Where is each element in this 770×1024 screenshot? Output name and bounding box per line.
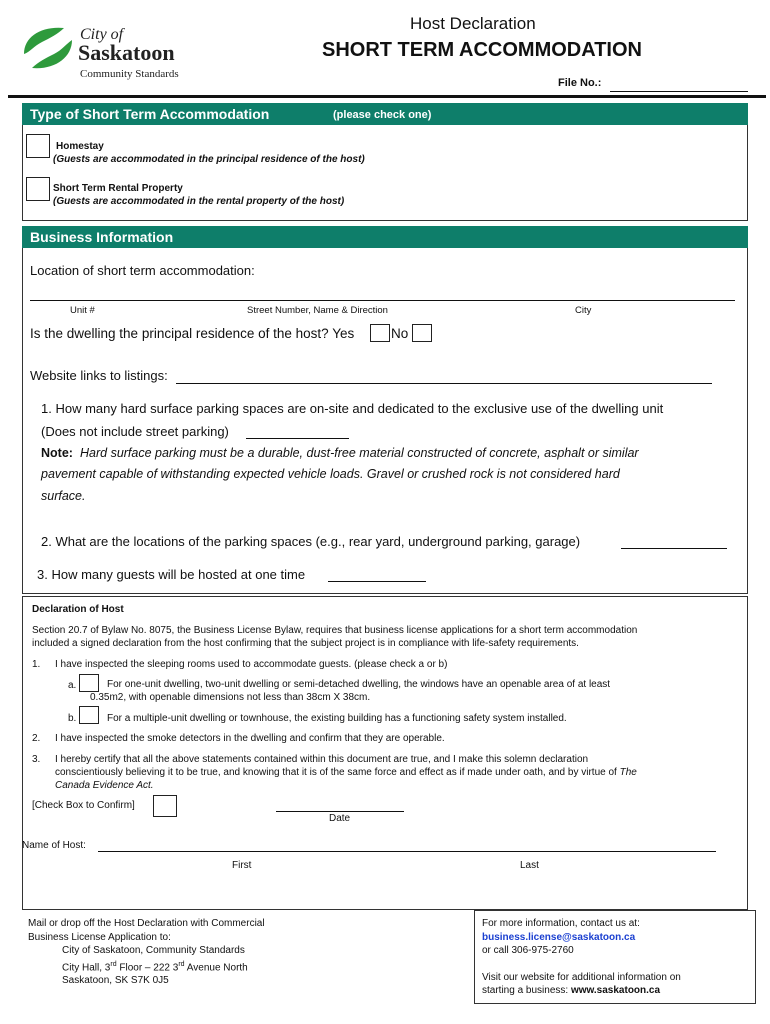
logo-line1: City of — [80, 26, 124, 43]
item3-line2-text: conscientiously believing it to be true, and knowing that it is of the same force and effect as if made under oath, and by virtue of — [55, 767, 617, 778]
item-b-label: b. — [68, 713, 77, 724]
declaration-intro-line1: Section 20.7 of Bylaw No. 8075, the Business License Bylaw, requires that business license applications for a short term accommodation — [32, 625, 638, 636]
option-a-checkbox[interactable] — [79, 674, 99, 692]
contact-email-link[interactable]: business.license@saskatoon.ca — [482, 931, 636, 943]
mail-info — [28, 917, 265, 988]
saskatoon-leaf-icon — [20, 24, 76, 74]
parking-spaces-field[interactable] — [246, 437, 349, 439]
host-name-label: Name of Host: — [22, 840, 86, 851]
item3-number: 3. — [32, 754, 41, 765]
declaration-heading: Declaration of Host — [32, 604, 124, 615]
mail-line4b: Floor – 222 3 — [116, 961, 179, 973]
city-logo — [20, 24, 200, 84]
note-line2: pavement capable of withstanding expected vehicle loads. Gravel or crushed rock is not considered hard — [41, 467, 620, 481]
logo-line2: Saskatoon — [78, 40, 175, 65]
parking-locations-field[interactable] — [621, 547, 727, 549]
note-line1: Hard surface parking must be a durable, dust-free material constructed of concrete, asphalt or similar — [80, 446, 639, 460]
contact-line1: For more information, contact us at: — [482, 918, 640, 929]
item-a-line2: 0.35m2, with openable dimensions not less than 38cm X 38cm. — [90, 692, 371, 703]
mail-sup2: rd — [178, 960, 185, 968]
item2-text: I have inspected the smoke detectors in the dwelling and confirm that they are operable. — [55, 733, 445, 744]
last-name-label: Last — [520, 860, 539, 871]
rental-property-label: Short Term Rental Property — [53, 183, 183, 194]
unit-label: Unit # — [70, 305, 95, 316]
guests-q3: 3. How many guests will be hosted at one time — [37, 567, 306, 582]
mail-line5: Saskatoon, SK S7K 0J5 — [62, 975, 169, 987]
first-name-label: First — [232, 860, 252, 871]
declaration-intro-line2: included a signed declaration from the host confirming that the subject project is in compliance with life-safety requirements. — [32, 638, 579, 649]
rental-property-desc: (Guests are accommodated in the rental property of the host) — [53, 196, 345, 207]
note-label: Note: — [41, 446, 73, 460]
mail-line3: City of Saskatoon, Community Standards — [62, 945, 245, 956]
principal-residence-question: Is the dwelling the principal residence of the host? Yes — [30, 326, 355, 341]
page-title: SHORT TERM ACCOMMODATION — [322, 39, 642, 61]
mail-line4 — [28, 958, 265, 975]
location-field[interactable] — [30, 299, 735, 301]
homestay-label: Homestay — [56, 141, 104, 152]
item-a-line1: For one-unit dwelling, two-unit dwelling or semi-detached dwelling, the windows have an openable area of at least — [107, 679, 611, 690]
item3-line1: I hereby certify that all the above statements contained within this document are true, and I make this solemn declaration — [55, 754, 589, 765]
city-label: City — [575, 305, 592, 316]
street-label: Street Number, Name & Direction — [247, 305, 388, 316]
item1-text: I have inspected the sleeping rooms used to accommodate guests. (please check a or b) — [55, 659, 448, 670]
header-subtitle: Host Declaration — [410, 14, 536, 33]
mail-line4c: Avenue North — [184, 961, 248, 973]
contact-phone: or call 306-975-2760 — [482, 945, 574, 956]
item3-line2-italic: The — [619, 767, 637, 778]
mail-line4a: City Hall, 3 — [62, 961, 111, 973]
principal-no-label: No — [391, 326, 409, 341]
mail-line2: Business License Application to: — [28, 931, 171, 943]
file-no-label: File No.: — [558, 77, 602, 89]
website-label: Website links to listings: — [30, 368, 168, 383]
note-line3: surface. — [41, 489, 86, 503]
item2-number: 2. — [32, 733, 41, 744]
mail-sup1: rd — [110, 960, 117, 968]
confirm-label: [Check Box to Confirm] — [32, 800, 135, 811]
host-name-field[interactable] — [98, 850, 716, 852]
contact-info — [482, 917, 681, 998]
principal-yes-checkbox[interactable] — [370, 324, 390, 342]
date-label: Date — [329, 813, 351, 824]
logo-line3: Community Standards — [80, 68, 179, 80]
type-section-note: (please check one) — [333, 109, 432, 121]
item-b-text: For a multiple-unit dwelling or townhouse, the existing building has a functioning safety system installed. — [107, 713, 567, 724]
confirm-checkbox[interactable] — [153, 795, 177, 817]
principal-no-checkbox[interactable] — [412, 324, 432, 342]
type-section-heading: Type of Short Term Accommodation — [30, 106, 270, 122]
header-rule — [8, 95, 766, 98]
contact-line5 — [482, 984, 681, 998]
website-field[interactable] — [176, 382, 712, 384]
parking-q2: 2. What are the locations of the parking spaces (e.g., rear yard, underground parking, garage) — [41, 534, 581, 549]
contact-line5a: starting a business: — [482, 985, 571, 996]
item3-line3: Canada Evidence Act. — [55, 780, 154, 791]
business-section-heading: Business Information — [30, 229, 174, 245]
parking-q1-line2: (Does not include street parking) — [41, 424, 229, 439]
homestay-checkbox[interactable] — [26, 134, 50, 158]
contact-line4: Visit our website for additional information on — [482, 971, 681, 983]
rental-property-checkbox[interactable] — [26, 177, 50, 201]
location-label: Location of short term accommodation: — [30, 263, 255, 278]
file-no-field[interactable] — [610, 79, 748, 92]
homestay-desc: (Guests are accommodated in the principal residence of the host) — [53, 154, 365, 165]
item-a-label: a. — [68, 680, 77, 691]
parking-q1-line1: 1. How many hard surface parking spaces are on-site and dedicated to the exclusive use of the dwelling unit — [41, 401, 664, 416]
item3-line2 — [55, 767, 637, 778]
item1-number: 1. — [32, 659, 41, 670]
date-field[interactable] — [276, 810, 404, 812]
mail-line1: Mail or drop off the Host Declaration with Commercial — [28, 918, 265, 929]
guests-field[interactable] — [328, 580, 426, 582]
option-b-checkbox[interactable] — [79, 706, 99, 724]
website-link[interactable]: www.saskatoon.ca — [570, 985, 661, 996]
